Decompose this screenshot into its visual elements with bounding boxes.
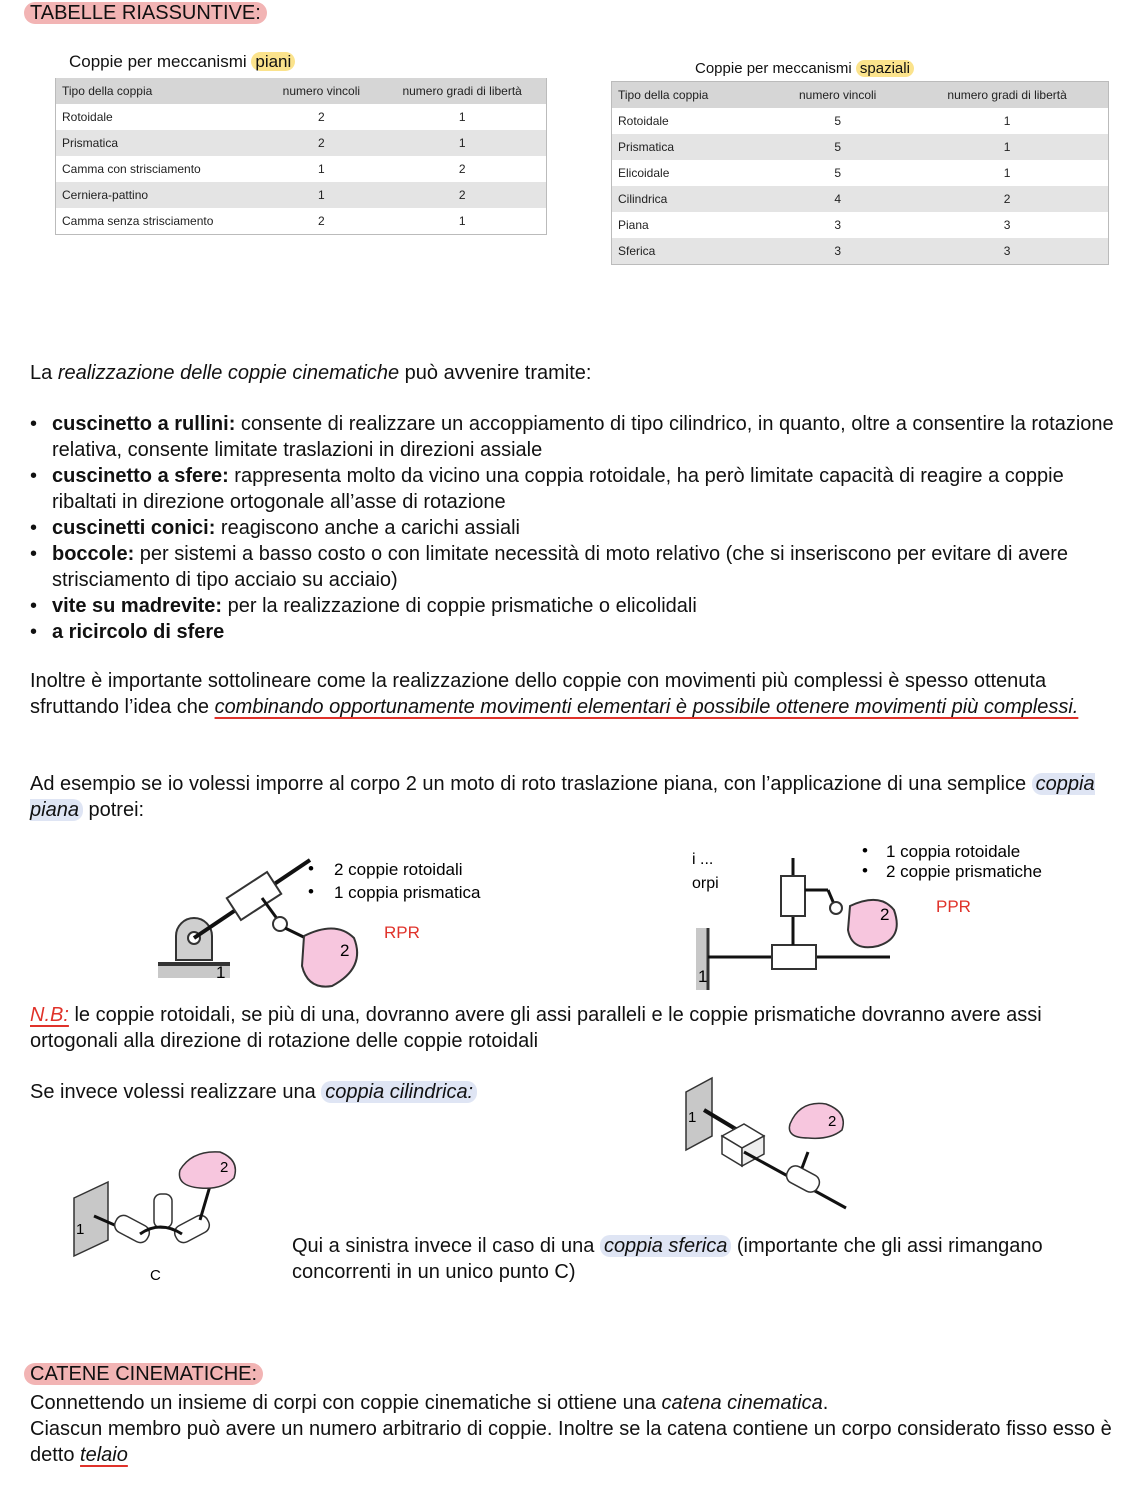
item-bullet: •	[862, 861, 868, 880]
cell: 1	[458, 110, 466, 124]
column-header: numero vincoli	[264, 78, 378, 104]
cell: Rotoidale	[62, 110, 113, 124]
column-header: numero gradi di libertà	[906, 82, 1108, 109]
body-label: 2	[220, 1159, 229, 1176]
table-row	[612, 108, 1109, 134]
cell: Rotoidale	[618, 114, 669, 128]
diagram-ppr	[690, 840, 1050, 992]
cell: 2	[318, 110, 325, 124]
cell: 2	[264, 130, 378, 156]
cilindrica-paragraph: Se invece volessi realizzare una coppia cilindrica:	[30, 1079, 630, 1105]
frame-label: 1	[216, 963, 226, 982]
cell: Camma senza strisciamento	[62, 214, 214, 228]
item-label: 2 coppie prismatiche	[886, 862, 1042, 881]
table-piani-caption: Coppie per meccanismi piani	[69, 52, 547, 72]
cell: Camma con strisciamento	[62, 162, 201, 176]
slider-block-horizontal	[772, 945, 816, 969]
slider-block-vertical	[781, 876, 805, 916]
cell: 1	[458, 214, 466, 228]
code-label: PPR	[936, 897, 971, 916]
list-item: • cuscinetto a rullini: consente di realizzare un accoppiamento di tipo cilindrico, in quanto, oltre a consentire la rotazione relativa, consente limitate traslazioni in direzioni assiale	[30, 411, 1122, 463]
table-spaziali	[611, 81, 1109, 265]
cell: 5	[834, 166, 841, 180]
table-row	[612, 134, 1109, 160]
link-body	[200, 1186, 210, 1220]
item-label: 1 coppia prismatica	[334, 883, 481, 902]
cut-text: orpi	[692, 875, 719, 892]
catene-line-1: Connettendo un insieme di corpi con coppie cinematiche si ottiene una catena cinematica.	[30, 1392, 829, 1414]
bullet-list	[30, 411, 1122, 645]
frame-label: 1	[76, 1221, 85, 1238]
catene-paragraph	[30, 1390, 1122, 1468]
cell: Sferica	[612, 238, 770, 265]
diagram-rpr	[150, 848, 530, 993]
list-item: • a ricircolo di sfere	[30, 619, 1122, 645]
body-label: 2	[828, 1113, 837, 1130]
table-row	[56, 130, 547, 156]
table-row	[56, 104, 547, 130]
column-header: numero vincoli	[769, 82, 906, 109]
table-row	[612, 238, 1109, 265]
cell: Piana	[618, 218, 649, 232]
table-row	[56, 156, 547, 182]
esempio-paragraph: Ad esempio se io volessi imporre al corpo 2 un moto di roto traslazione piana, con l’applicazione di una semplice coppia piana potrei:	[30, 773, 1095, 821]
cell: 1	[264, 182, 378, 208]
point-label: C	[150, 1267, 161, 1284]
cell: 1	[378, 130, 546, 156]
list-item: • cuscinetti conici: reagiscono anche a carichi assiali	[30, 515, 1122, 541]
table-piani	[55, 78, 547, 235]
section-title-tabelle: TABELLE RIASSUNTIVE:	[24, 0, 267, 26]
cell: 4	[769, 186, 906, 212]
cell: Cerniera-pattino	[56, 182, 265, 208]
cell: 3	[906, 238, 1108, 265]
list-item: • boccole: per sistemi a basso costo o con limitate necessità di moto relativo (che si inseriscono per evitare di avere strisciamento di tipo acciaio su acciaio)	[30, 541, 1122, 593]
frame-label: 1	[698, 967, 708, 986]
cell: Prismatica	[56, 130, 265, 156]
cell: Elicoidale	[618, 166, 670, 180]
diagram-cilindrica	[682, 1076, 862, 1216]
cell: 2	[318, 214, 325, 228]
code-label: RPR	[384, 923, 420, 942]
section-title-catene: CATENE CINEMATICHE:	[24, 1361, 263, 1387]
table-row	[56, 208, 547, 235]
realizzazione-paragraph: La realizzazione delle coppie cinematiche può avvenire tramite:	[30, 362, 592, 384]
table-spaziali-block	[611, 60, 1109, 265]
table-spaziali-caption: Coppie per meccanismi spaziali	[695, 60, 1109, 77]
joint-cylinder	[172, 1213, 212, 1246]
table-row	[612, 186, 1109, 212]
item-bullet: •	[308, 859, 314, 878]
cell: 2	[906, 186, 1108, 212]
rotoidal-joint	[830, 902, 842, 914]
link-body	[802, 1152, 808, 1168]
item-bullet: •	[862, 841, 868, 860]
cell: 5	[769, 134, 906, 160]
table-piani-block	[55, 52, 547, 235]
item-bullet: •	[308, 882, 314, 901]
item-label: 1 coppia rotoidale	[886, 842, 1021, 861]
cell: 1	[1003, 114, 1011, 128]
cell: 3	[1003, 218, 1011, 232]
nb-paragraph: N.B: le coppie rotoidali, se più di una, dovranno avere gli assi paralleli e le coppie prismatiche dovranno avere assi ortogonali alla direzione di rotazione delle coppie rotoidali	[30, 1004, 1042, 1052]
column-header: Tipo della coppia	[56, 78, 265, 104]
cell: 1	[1003, 166, 1011, 180]
cell: 3	[769, 238, 906, 265]
column-header: numero gradi di libertà	[378, 78, 546, 104]
list-item: • cuscinetto a sfere: rappresenta molto da vicino una coppia rotoidale, ha però limitate capacità di reagire a coppie ribaltati in direzione ortogonale all’asse di rotazione	[30, 463, 1122, 515]
cell: 3	[834, 218, 841, 232]
item-label: 2 coppie rotoidali	[334, 860, 463, 879]
body-label: 2	[880, 905, 890, 924]
table-row	[612, 212, 1109, 238]
table-row	[56, 182, 547, 208]
cell: Prismatica	[612, 134, 770, 160]
cell: 1	[906, 134, 1108, 160]
table-row	[612, 160, 1109, 186]
joint-cylinder	[154, 1194, 172, 1228]
body-label: 2	[340, 941, 350, 960]
column-header: Tipo della coppia	[612, 82, 770, 109]
cell: 2	[458, 162, 466, 176]
sferica-paragraph: Qui a sinistra invece il caso di una coppia sferica (importante che gli assi rimangano concorrenti in un unico punto C)	[292, 1235, 1043, 1283]
cell: 1	[318, 162, 325, 176]
cell: 5	[834, 114, 841, 128]
diagram-sferica	[70, 1146, 250, 1286]
catene-line-2: Ciascun membro può avere un numero arbitrario di coppie. Inoltre se la catena contiene un corpo considerato fisso esso è detto telaio	[30, 1418, 1112, 1466]
frame-label: 1	[688, 1109, 697, 1126]
cell: Cilindrica	[612, 186, 770, 212]
list-item: • vite su madrevite: per la realizzazione di coppie prismatiche o elicolidali	[30, 593, 1122, 619]
cell: 2	[378, 182, 546, 208]
inoltre-paragraph: Inoltre è importante sottolineare come la realizzazione dello coppie con movimenti più complessi è spesso ottenuta sfruttando l’idea che combinando opportunamente movimenti elementari è possibile ottenere movimenti più complessi.	[30, 670, 1079, 718]
cut-text: i ...	[692, 851, 714, 868]
